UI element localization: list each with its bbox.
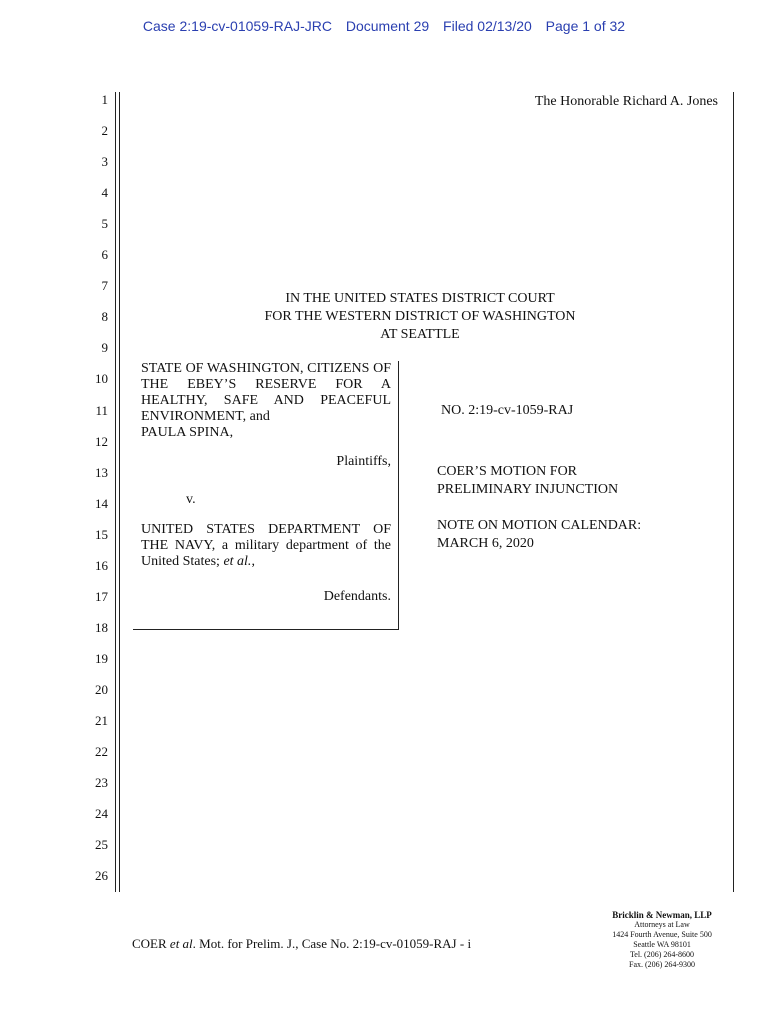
motion-title-line-2: PRELIMINARY INJUNCTION [437, 482, 619, 497]
plaintiff-2: PAULA SPINA, [141, 425, 234, 440]
line-number: 9 [101, 340, 108, 356]
firm-address: 1424 Fourth Avenue, Suite 500 [612, 930, 712, 939]
line-number: 4 [101, 185, 108, 201]
page-count-stamp: Page 1 of 32 [545, 18, 626, 34]
case-number-stamp: Case 2:19-cv-01059-RAJ-JRC [142, 18, 332, 34]
line-number: 14 [95, 495, 108, 511]
footer-citation [132, 936, 471, 952]
note-line-2: MARCH 6, 2020 [437, 536, 534, 551]
case-number: NO. 2:19-cv-1059-RAJ [441, 403, 574, 418]
left-margin-rule-outer [115, 92, 116, 892]
motion-calendar-note [437, 517, 641, 553]
footer-suffix: . Mot. for Prelim. J., Case No. 2:19-cv-01059-RAJ - i [192, 936, 472, 951]
court-line-2: FOR THE WESTERN DISTRICT OF WASHINGTON [264, 309, 576, 324]
plaintiffs-label: Plaintiffs, [336, 454, 391, 469]
left-margin-rule-inner [119, 92, 120, 892]
plaintiffs-text: STATE OF WASHINGTON, CITIZENS OF THE EBEY’S RESERVE FOR A HEALTHY, SAFE AND PEACEFUL ENVIRONMENT, and [141, 361, 391, 424]
defendants-text-main: UNITED STATES DEPARTMENT OF THE NAVY, a military department of the United States; [141, 522, 391, 569]
line-number: 12 [95, 433, 108, 449]
versus: v. [186, 492, 196, 507]
line-number: 25 [95, 837, 108, 853]
line-number: 11 [95, 402, 108, 418]
line-number: 6 [101, 247, 108, 263]
line-number: 13 [95, 464, 108, 480]
line-number: 1 [101, 92, 108, 107]
right-margin-rule [733, 92, 734, 892]
line-number: 16 [95, 557, 108, 573]
caption-horizontal-rule [133, 629, 399, 630]
firm-city: Seattle WA 98101 [633, 940, 691, 949]
defendants-comma: , [251, 554, 255, 569]
footer-et-al: et al [169, 936, 193, 951]
caption-parties [141, 361, 391, 605]
document-number-stamp: Document 29 [345, 18, 430, 34]
line-number: 15 [95, 526, 108, 542]
line-number: 20 [95, 681, 108, 697]
court-heading [120, 290, 720, 344]
motion-title [437, 463, 618, 499]
line-number: 18 [95, 619, 108, 635]
caption-vertical-rule [398, 361, 399, 629]
line-number: 2 [101, 123, 108, 139]
footer-prefix: COER [132, 936, 167, 951]
line-number: 22 [95, 744, 108, 760]
firm-attorneys: Attorneys at Law [634, 920, 690, 929]
line-number: 5 [101, 216, 108, 232]
firm-block [560, 910, 764, 970]
filed-date-stamp: Filed 02/13/20 [443, 18, 532, 34]
line-number: 24 [95, 806, 108, 822]
judge-name: The Honorable Richard A. Jones [534, 94, 718, 109]
firm-name: Bricklin & Newman, LLP [612, 910, 712, 920]
motion-title-line-1: COER’S MOTION FOR [437, 464, 578, 479]
line-number: 3 [101, 154, 108, 170]
line-number: 7 [101, 278, 108, 294]
note-line-1: NOTE ON MOTION CALENDAR: [437, 518, 642, 533]
court-line-3: AT SEATTLE [380, 327, 460, 342]
line-number: 26 [95, 868, 108, 884]
line-number: 17 [95, 588, 108, 604]
firm-fax: Fax. (206) 264-9300 [629, 960, 695, 969]
defendants-text [141, 522, 391, 570]
court-line-1: IN THE UNITED STATES DISTRICT COURT [285, 291, 555, 306]
line-number: 21 [95, 713, 108, 728]
line-number: 19 [95, 650, 108, 666]
defendants-et-al: et al. [223, 554, 252, 569]
firm-tel: Tel. (206) 264-8600 [629, 950, 695, 959]
line-number: 8 [101, 309, 108, 325]
defendants-label: Defendants. [323, 589, 391, 604]
line-number: 10 [95, 371, 108, 387]
line-number: 23 [95, 775, 108, 791]
case-header-stamp [0, 18, 768, 34]
